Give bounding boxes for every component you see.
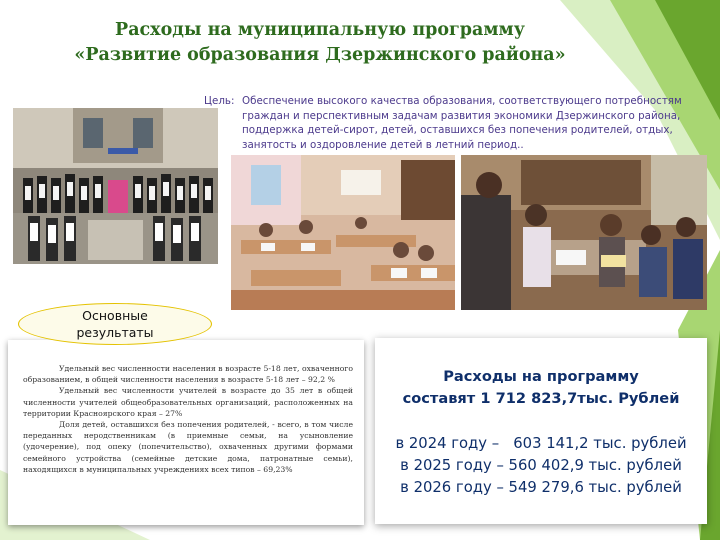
goal-line-1: Обеспечение высокого качества образования, соответствующего потребностям xyxy=(242,95,682,107)
goal-line-3: поддержка детей-сирот, детей, оставшихся без попечения родителей, отдых, xyxy=(242,124,673,137)
goal-label: Цель: xyxy=(204,95,235,107)
result-item-3: Доля детей, оставшихся без попечения родителей, - всего, в том числе переданных неродственникам (в приемные семьи, на усыновление (удочерение), под опеку (попечительство), охваченных другими формами семейного устройства (семейные детские дома, патронатные семьи), находящихся в муниципальных учреждениях всех типов – 69,23% xyxy=(23,420,353,474)
slide-title xyxy=(60,18,580,68)
spending-2026: в 2026 году – 549 279,6 тыс. рублей xyxy=(400,479,682,496)
goal-line-4: занятость и оздоровление детей в летний период.. xyxy=(242,138,524,151)
result-item-1: Удельный вес численности населения в возрасте 5-18 лет, охваченного образованием, в общей численности населения в возрасте 5-18 лет – 92,2 % xyxy=(23,364,353,385)
students-photo xyxy=(461,155,707,310)
spending-heading-line-2: составят 1 712 823,7тыс. Рублей xyxy=(402,390,680,407)
spending-card xyxy=(375,338,707,524)
classroom-photo xyxy=(231,155,455,310)
spending-2025: в 2025 году – 560 402,9 тыс. рублей xyxy=(400,457,682,474)
goal-line-2: граждан и перспективным задачам развития экономики Дзержинского района, xyxy=(242,109,681,122)
spending-heading-line-1: Расходы на программу xyxy=(443,368,639,385)
results-card xyxy=(8,340,364,525)
goal-text xyxy=(204,94,700,152)
main-results-label: Основные результаты xyxy=(76,308,154,340)
title-line-1: Расходы на муниципальную программу xyxy=(115,20,525,40)
result-item-2: Удельный вес численности учителей в возрасте до 35 лет в общей численности учителей общеобразовательных организаций, расположенных на территории Красноярского края – 27% xyxy=(23,386,353,418)
results-list xyxy=(23,363,353,475)
spending-by-year xyxy=(375,433,707,499)
main-results-badge xyxy=(18,303,212,345)
spending-2024: в 2024 году – 603 141,2 тыс. рублей xyxy=(395,435,687,452)
title-line-2: «Развитие образования Дзержинского района» xyxy=(74,45,566,65)
spending-heading xyxy=(375,366,707,410)
graduates-photo xyxy=(13,108,218,264)
